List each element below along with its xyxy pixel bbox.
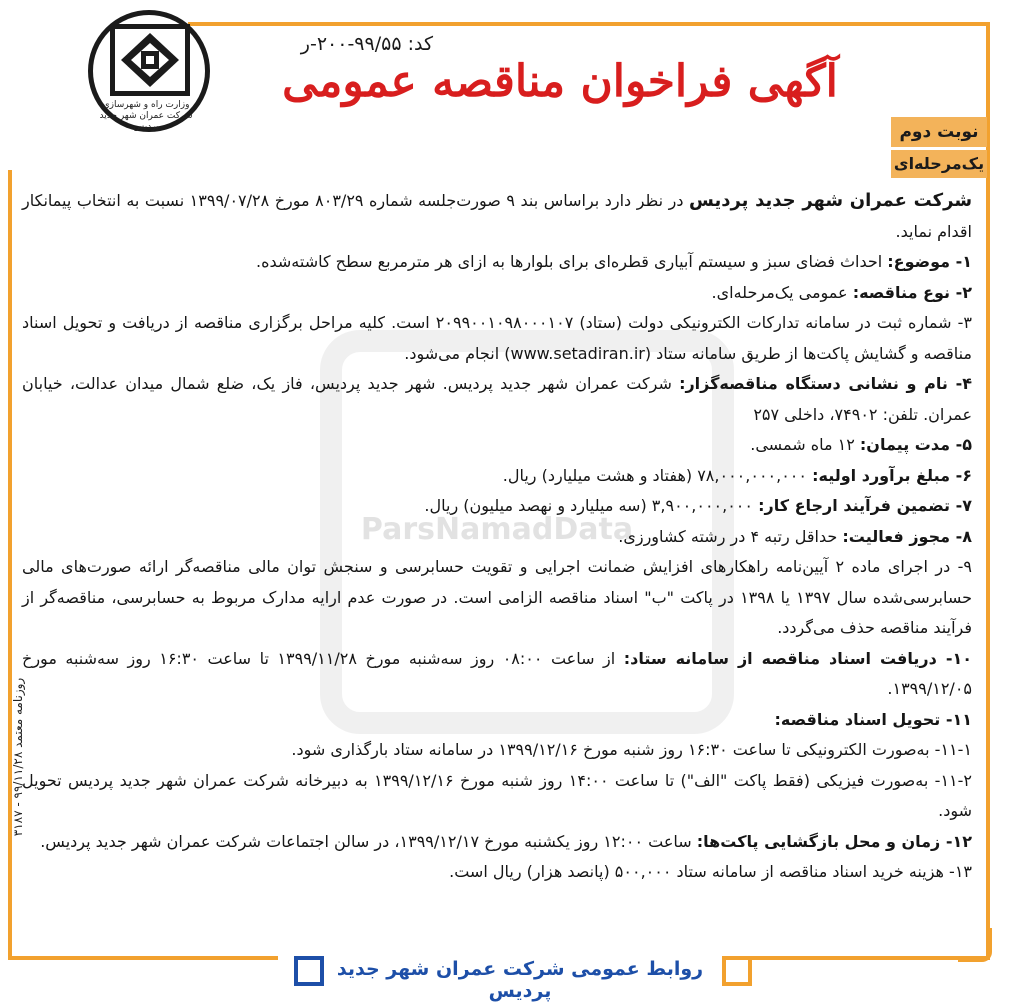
intro-paragraph <box>22 186 972 247</box>
frame-bottom-border-left <box>8 956 278 960</box>
item-13: ۱۳- هزینه خرید اسناد مناقصه از سامانه ستاد ۵۰۰,۰۰۰ (پانصد هزار) ریال است. <box>449 862 972 881</box>
watermark-text: ParsNamadData <box>360 512 634 547</box>
item-3-text: ۳- شماره ثبت در سامانه تدارکات الکترونیکی دولت (ستاد) ۲۰۹۹۰۰۱۰۹۸۰۰۰۱۰۷ است. کلیه مراحل برگزاری مناقصه از دریافت و تحویل اسناد مناقصه و گشایش پاکت‌ها از طریق سامانه ستاد <box>22 313 972 363</box>
company-name: شرکت عمران شهر جدید پردیس <box>689 190 973 211</box>
item-2-text: عمومی یک‌مرحله‌ای. <box>711 282 853 302</box>
item-7-label: ۷- تضمین فرآیند ارجاع کار: <box>758 496 972 515</box>
item-4-label: ۴- نام و نشانی دستگاه مناقصه‌گزار: <box>679 374 972 393</box>
item-4-text: شرکت عمران شهر جدید پردیس. شهر جدید پردیس، فاز یک، ضلع شمال میدان عدالت، خیابان عمران. تلفن: ۷۴۹۰۲، داخلی ۲۵۷ <box>22 374 972 424</box>
item-2 <box>22 278 972 309</box>
item-12-label: ۱۲- زمان و محل بازگشایی پاکت‌ها: <box>696 831 972 851</box>
item-6-text: ۷۸,۰۰۰,۰۰۰,۰۰۰ (هفتاد و هشت میلیارد) ریال. <box>502 465 813 485</box>
item-6 <box>22 461 972 492</box>
item-7 <box>22 491 972 522</box>
item-11-2: ۱۱-۲- به‌صورت فیزیکی (فقط پاکت "الف") تا ساعت ۱۴:۰۰ روز شنبه مورخ ۱۳۹۹/۱۲/۱۶ به دبیرخانه شرکت عمران شهر جدید پردیس تحویل شود. <box>22 770 972 820</box>
item-11-1: ۱۱-۱- به‌صورت الکترونیکی تا ساعت ۱۶:۳۰ روز شنبه مورخ ۱۳۹۹/۱۲/۱۶ در سامانه ستاد بارگذاری شود. <box>291 740 972 759</box>
notice-round-badge: نوبت دوم <box>891 117 987 147</box>
frame-bottom-border-right <box>730 956 990 960</box>
item-4 <box>22 369 972 430</box>
item-8 <box>22 522 972 553</box>
item-3 <box>22 308 972 369</box>
logo-caption: وزارت راه و شهرسازی شرکت عمران شهر جدید پردیس <box>99 100 193 132</box>
item-3-text-end: انجام می‌شود. <box>404 343 505 363</box>
item-10-text: از ساعت ۰۸:۰۰ روز سه‌شنبه مورخ ۱۳۹۹/۱۱/۲۸ تا ساعت ۱۶:۳۰ روز سه‌شنبه مورخ ۱۳۹۹/۱۲/۰۵. <box>22 648 972 698</box>
item-12 <box>22 827 972 858</box>
frame-corner <box>958 928 992 962</box>
footer-square-right <box>722 956 752 986</box>
item-5-label: ۵- مدت پیمان: <box>859 435 972 454</box>
item-5 <box>22 430 972 461</box>
item-6-label: ۶- مبلغ برآورد اولیه: <box>812 465 972 485</box>
logo-icon <box>110 24 190 96</box>
item-8-label: ۸- مجوز فعالیت: <box>842 526 972 546</box>
item-1-label: ۱- موضوع: <box>887 252 972 271</box>
page-title: آگهی فراخوان مناقصه عمومی <box>282 56 838 107</box>
item-12-text: ساعت ۱۲:۰۰ روز یکشنبه مورخ ۱۳۹۹/۱۲/۱۷، در سالن اجتماعات شرکت عمران شهر جدید پردیس. <box>40 831 697 851</box>
item-1-text: احداث فضای سبز و سیستم آبیاری قطره‌ای برای بلوارها به ازای هر مترمربع سطح کاشته‌شده. <box>256 252 888 271</box>
item-10-label: ۱۰- دریافت اسناد مناقصه از سامانه ستاد: <box>623 648 973 668</box>
item-10 <box>22 644 972 705</box>
item-1 <box>22 247 972 278</box>
item-11: ۱۱- تحویل اسناد مناقصه: <box>774 709 972 729</box>
item-5-text: ۱۲ ماه شمسی. <box>750 435 860 454</box>
item-8-text: حداقل رتبه ۴ در رشته کشاورزی. <box>618 526 843 546</box>
footer-square-left <box>294 956 324 986</box>
item-2-label: ۲- نوع مناقصه: <box>852 282 972 302</box>
item-9: ۹- در اجرای ماده ۲ آیین‌نامه راهکارهای افزایش ضمانت اجرایی و تقویت حسابرسی و سنجش توان مالی مناقصه‌گر ارائه صورت‌های مالی حسابرسی‌شده سال ۱۳۹۷ یا ۱۳۹۸ در پاکت "ب" اسناد مناقصه الزامی است. در صورت عدم ارایه مدارک مربوط به حسابرسی، مناقصه‌گر از فرآیند مناقصه حذف می‌گردد. <box>22 557 973 637</box>
intro-text: در نظر دارد براساس بند ۹ صورت‌جلسه شماره ۸۰۳/۲۹ مورخ ۱۳۹۹/۰۷/۲۸ نسبت به انتخاب پیمانکار اقدام نماید. <box>22 191 972 241</box>
frame-top-border <box>188 22 988 26</box>
setad-link[interactable]: (www.setadiran.ir) <box>504 343 652 363</box>
footer-public-relations: روابط عمومی شرکت عمران شهر جدید پردیس <box>336 958 704 1002</box>
notice-stage-badge: یک‌مرحله‌ای <box>891 150 987 178</box>
item-7-text: ۳,۹۰۰,۰۰۰,۰۰۰ (سه میلیارد و نهصد میلیون) ریال. <box>424 496 759 515</box>
newspaper-side-label: روزنامه معتمد ۹۹/۱۱/۲۸ - ۳۱۸۷ <box>11 677 25 837</box>
announcement-body <box>22 186 972 888</box>
document-code: کد: ۹۹/۵۵-۲۰۰-ر <box>300 33 433 55</box>
